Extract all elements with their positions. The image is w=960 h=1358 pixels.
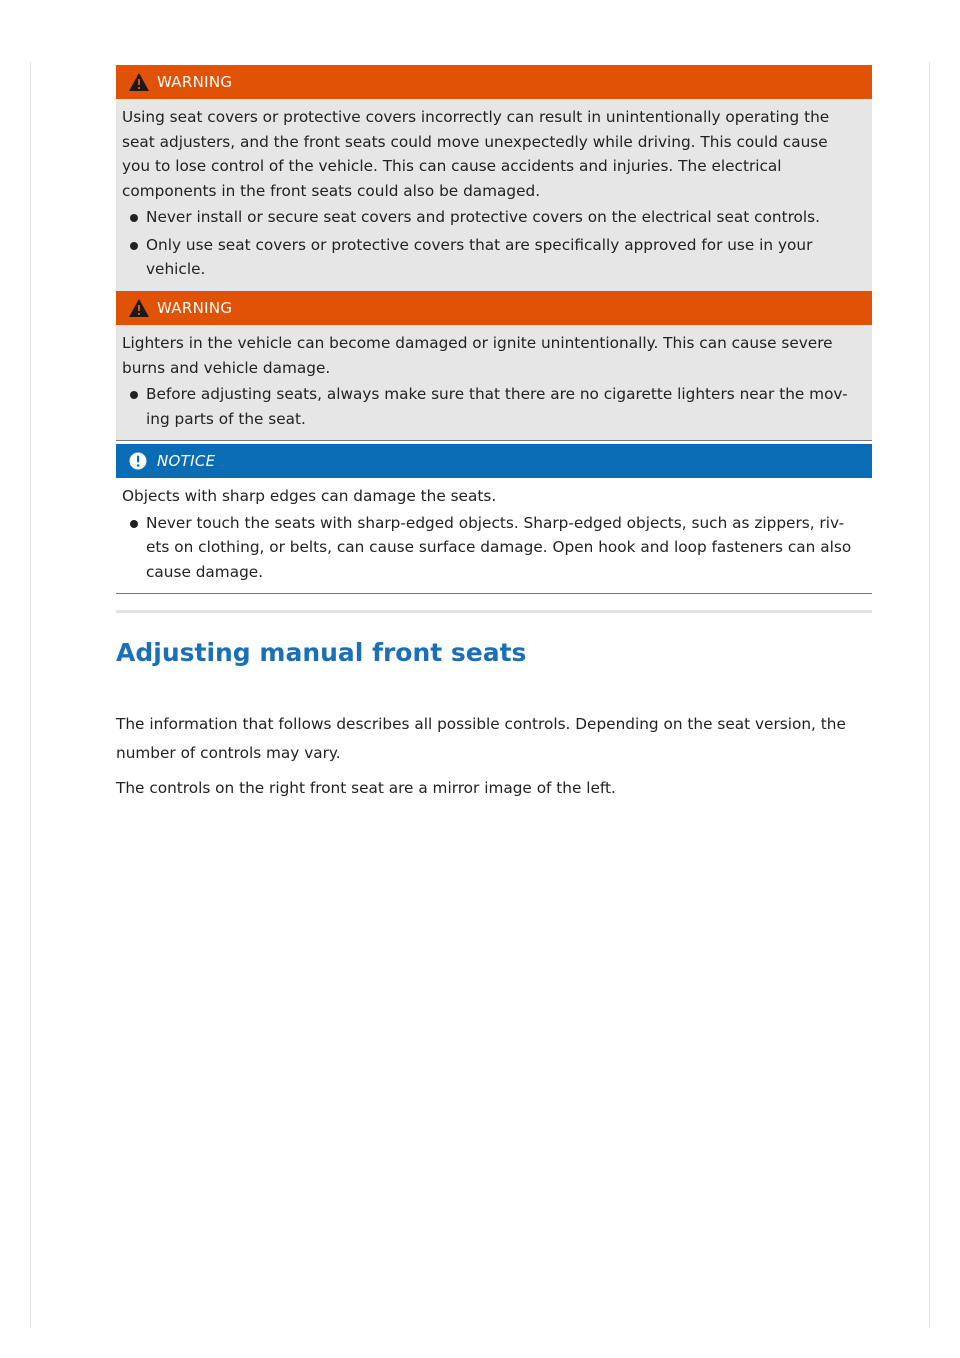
warning-body <box>116 325 872 441</box>
exclamation-circle-icon <box>128 451 150 471</box>
section-divider <box>116 610 872 613</box>
notice-box-sharp-edges <box>116 444 872 594</box>
list-item: Before adjusting seats, always make sure that there are no cigarette lighters near the mov-ing parts of the seat. <box>146 382 860 431</box>
notice-body <box>116 478 872 594</box>
section-paragraph-1: The information that follows describes all possible controls. Depending on the seat version, the number of controls may vary. <box>116 715 846 762</box>
warning-title: WARNING <box>157 299 233 317</box>
warning-bullet-list <box>122 205 860 282</box>
list-item: Only use seat covers or protective covers that are specifically approved for use in your vehicle. <box>146 233 860 282</box>
warning-box-lighters <box>116 291 872 441</box>
section-heading: Adjusting manual front seats <box>116 638 527 667</box>
warning-text: Using seat covers or protective covers incorrectly can result in unintentionally operating the seat adjusters, and the front seats could move unexpectedly while driving. This could cause you to lose control of the vehicle. This can cause accidents and injuries. The electrical components in the front seats could also be damaged. <box>122 108 830 200</box>
warning-header <box>116 291 872 325</box>
warning-triangle-icon <box>128 298 150 318</box>
notice-header <box>116 444 872 478</box>
notice-title: NOTICE <box>157 452 216 470</box>
warning-bullet-list <box>122 382 860 431</box>
notice-bullet-list <box>122 511 860 585</box>
warning-header <box>116 65 872 99</box>
section-paragraph-2: The controls on the right front seat are a mirror image of the left. <box>116 779 616 797</box>
page-margin-line-right <box>929 62 930 1328</box>
warning-body <box>116 99 872 292</box>
warning-title: WARNING <box>157 73 233 91</box>
list-item: Never install or secure seat covers and protective covers on the electrical seat controls. <box>146 205 860 230</box>
notice-text: Objects with sharp edges can damage the seats. <box>122 487 497 505</box>
warning-box-seat-covers <box>116 65 872 292</box>
warning-triangle-icon <box>128 72 150 92</box>
page-margin-line-left <box>30 62 31 1328</box>
warning-text: Lighters in the vehicle can become damaged or ignite unintentionally. This can cause severe burns and vehicle damage. <box>122 334 833 377</box>
list-item: Never touch the seats with sharp-edged objects. Sharp-edged objects, such as zippers, riv-ets on clothing, or belts, can cause surface damage. Open hook and loop fasteners can also cause damage. <box>146 511 860 585</box>
